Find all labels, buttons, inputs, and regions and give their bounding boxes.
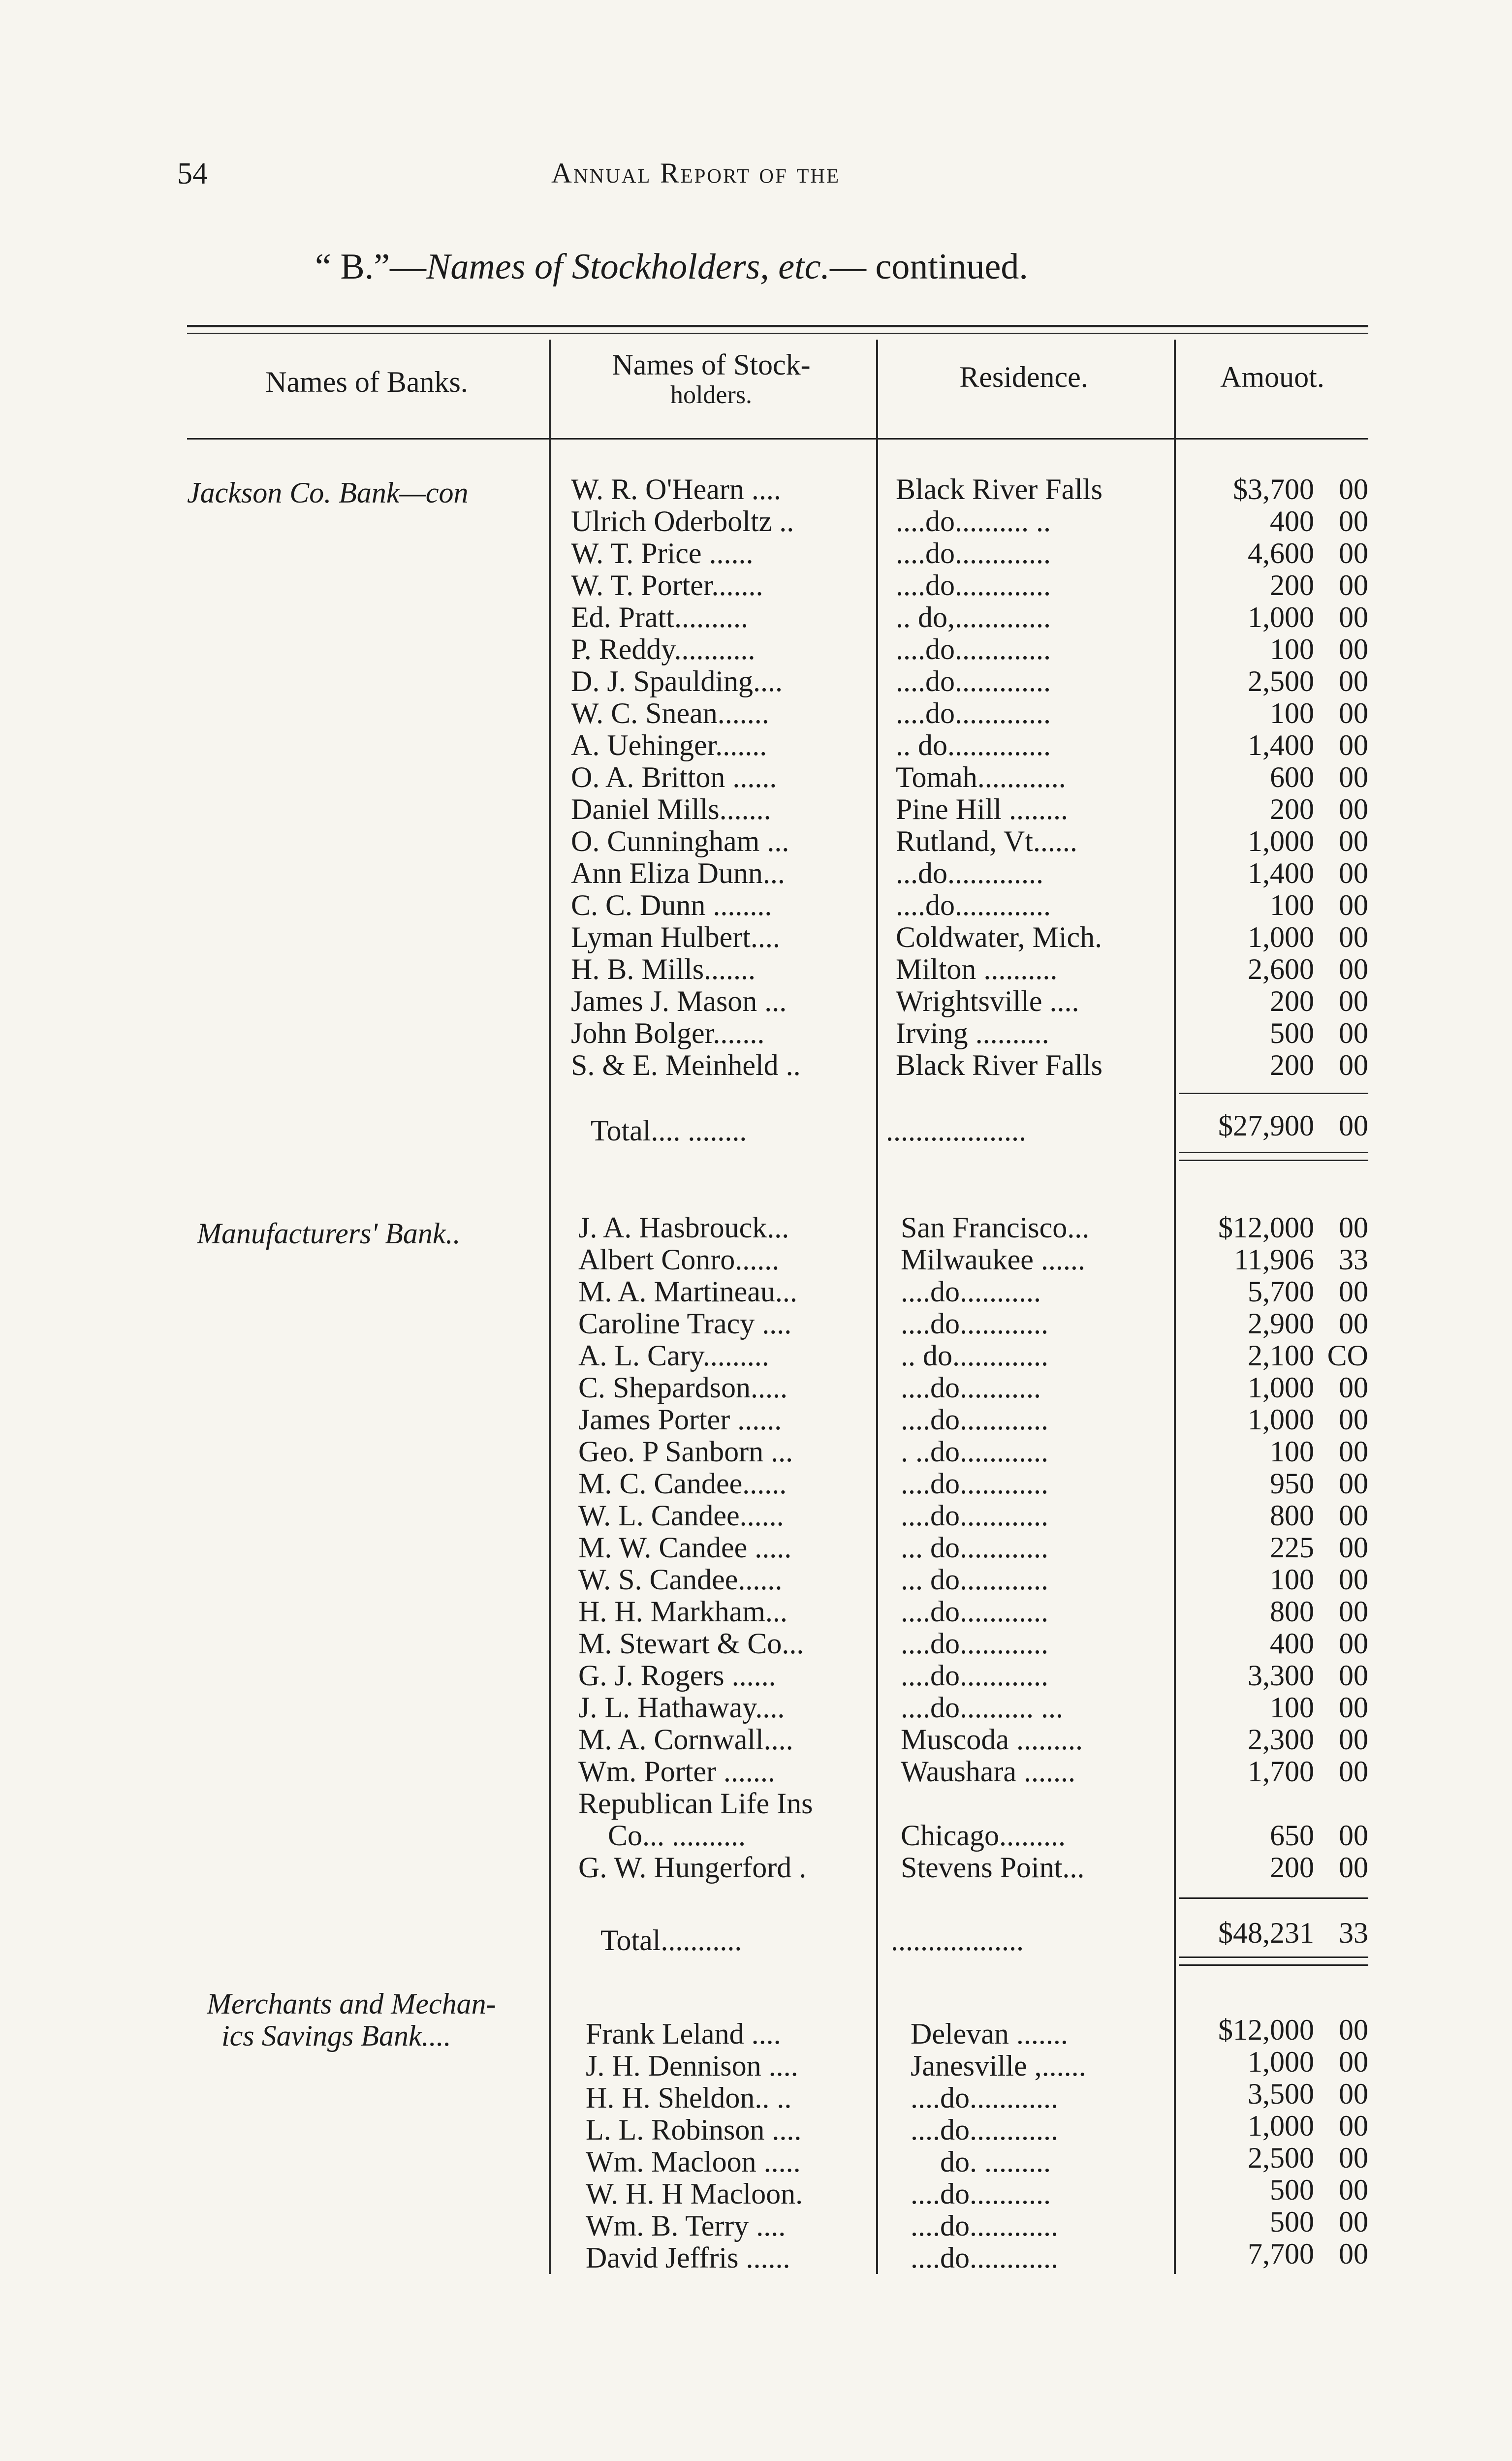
top-rule-thick [187, 325, 1368, 327]
stockholder-name: Albert Conro...... [578, 1244, 780, 1276]
total-dollars: $27,900 [1218, 1109, 1314, 1142]
total-amount [1166, 1110, 1368, 1142]
amount [1166, 601, 1368, 633]
amount [1166, 729, 1368, 761]
subtitle-italic: Names of Stockholders, etc. [426, 247, 830, 287]
residence: ....do........... [911, 2178, 1051, 2210]
amount-cents: 00 [1339, 793, 1368, 825]
amount [1166, 2110, 1368, 2142]
amount [1166, 1436, 1368, 1468]
amount [1166, 1244, 1368, 1276]
amount-cents: 00 [1339, 1531, 1368, 1564]
amount-cents: 00 [1339, 985, 1368, 1017]
amount [1166, 985, 1368, 1017]
amount-cents: 00 [1339, 1467, 1368, 1500]
amount [1166, 537, 1368, 569]
stockholder-name: H. H. Sheldon.. .. [586, 2082, 792, 2114]
amount-cents: 00 [1339, 1755, 1368, 1788]
stockholder-name: M. W. Candee ..... [578, 1532, 792, 1564]
amount [1166, 761, 1368, 793]
residence: ....do............ [911, 2210, 1058, 2242]
total-residence: ................... [886, 1115, 1026, 1147]
residence: Delevan ....... [911, 2018, 1068, 2050]
amount [1166, 793, 1368, 825]
amount-cents: 00 [1339, 1275, 1368, 1308]
amount [1166, 1049, 1368, 1081]
amount-dollars: 200 [1270, 1851, 1314, 1884]
amount [1166, 1692, 1368, 1724]
colhead-amount: Amouot. [1220, 361, 1324, 393]
amount-dollars: 1,000 [1248, 921, 1314, 953]
amount-dollars: 100 [1270, 889, 1314, 921]
amount-dollars: 600 [1270, 761, 1314, 793]
total-residence: .................. [891, 1925, 1024, 1956]
residence: ....do............. [896, 665, 1051, 697]
amount-dollars: 1,400 [1248, 729, 1314, 761]
amount-dollars: 1,000 [1248, 825, 1314, 857]
amount [1166, 2014, 1368, 2046]
residence: Black River Falls [896, 473, 1102, 505]
amount-dollars: 11,906 [1234, 1243, 1314, 1276]
amount-cents: 00 [1339, 729, 1368, 761]
total-label: Total.... ........ [591, 1115, 747, 1147]
total-cents: 33 [1339, 1917, 1368, 1949]
residence: Coldwater, Mich. [896, 921, 1102, 953]
page-number: 54 [177, 157, 208, 190]
amount-cents: 00 [1339, 505, 1368, 537]
amount-cents: 00 [1339, 1499, 1368, 1532]
amount-dollars: $12,000 [1218, 1211, 1314, 1244]
total-dollars: $48,231 [1218, 1917, 1314, 1949]
amount-dollars: 100 [1270, 1563, 1314, 1596]
residence: ....do............. [896, 569, 1051, 601]
residence: Irving .......... [896, 1017, 1049, 1049]
residence: .. do.............. [896, 729, 1051, 761]
amount-cents: 00 [1339, 2142, 1368, 2174]
amount [1166, 1340, 1368, 1372]
residence: Tomah............ [896, 761, 1066, 793]
amount-cents: 00 [1339, 569, 1368, 601]
stockholder-name: L. L. Robinson .... [586, 2114, 802, 2146]
amount [1166, 1852, 1368, 1884]
amount-cents: 00 [1339, 1307, 1368, 1340]
amount-cents: 00 [1339, 697, 1368, 729]
stockholder-name: H. H. Markham... [578, 1596, 788, 1628]
amount-dollars: 1,000 [1248, 601, 1314, 633]
residence: ....do............ [901, 1628, 1048, 1660]
stockholder-name: A. L. Cary......... [578, 1340, 769, 1372]
residence: Pine Hill ........ [896, 793, 1069, 825]
amount-cents: 00 [1339, 953, 1368, 985]
stockholder-name: Caroline Tracy .... [578, 1308, 792, 1340]
amount-dollars: $3,700 [1233, 473, 1314, 505]
stockholder-name: Wm. Macloon ..... [586, 2146, 801, 2178]
colhead-residence: Residence. [959, 361, 1088, 393]
amount-dollars: 1,000 [1248, 2110, 1314, 2142]
stockholder-name: W. L. Candee...... [578, 1500, 784, 1532]
amount [1166, 633, 1368, 665]
amount [1166, 825, 1368, 857]
amount [1166, 1628, 1368, 1660]
amount [1166, 921, 1368, 953]
stockholder-name: Daniel Mills....... [571, 793, 771, 825]
residence: Muscoda ......... [901, 1724, 1083, 1756]
amount [1166, 1276, 1368, 1308]
amount [1166, 2174, 1368, 2206]
residence: Milton .......... [896, 953, 1058, 985]
amount [1166, 1756, 1368, 1788]
amount-cents: 00 [1339, 2078, 1368, 2110]
residence: ....do............ [911, 2242, 1058, 2274]
stockholder-name: W. H. H Macloon. [586, 2178, 803, 2210]
stockholder-name: J. A. Hasbrouck... [578, 1212, 789, 1244]
amount-cents: 00 [1339, 857, 1368, 889]
stockholder-name: M. A. Cornwall.... [578, 1724, 793, 1756]
residence: Wrightsville .... [896, 985, 1079, 1017]
amount-dollars: 1,400 [1248, 857, 1314, 889]
stockholder-name: Ulrich Oderboltz .. [571, 505, 794, 537]
amount-cents: 00 [1339, 2110, 1368, 2142]
amount [1166, 953, 1368, 985]
amount-cents: 00 [1339, 633, 1368, 665]
residence: ....do............. [896, 697, 1051, 729]
amount-dollars: $12,000 [1218, 2014, 1314, 2046]
stockholder-name: Republican Life Ins [578, 1788, 813, 1820]
stockholder-name: J. H. Dennison .... [586, 2050, 798, 2082]
amount-dollars: 650 [1270, 1819, 1314, 1852]
residence: Janesville ,...... [911, 2050, 1086, 2082]
amount-dollars: 4,600 [1248, 537, 1314, 569]
residence: ....do............. [896, 633, 1051, 665]
total-double-rule-top [1179, 1956, 1368, 1958]
amount [1166, 1468, 1368, 1500]
amount-dollars: 2,500 [1248, 2142, 1314, 2174]
amount-cents: 00 [1339, 889, 1368, 921]
amount [1166, 473, 1368, 505]
amount [1166, 1017, 1368, 1049]
amount-dollars: 500 [1270, 1017, 1314, 1049]
amount-dollars: 3,500 [1248, 2078, 1314, 2110]
amount [1166, 1532, 1368, 1564]
amount [1166, 1820, 1368, 1852]
amount-dollars: 200 [1270, 1049, 1314, 1081]
residence: ....do............. [896, 889, 1051, 921]
amount [1166, 857, 1368, 889]
amount-dollars: 500 [1270, 2206, 1314, 2238]
stockholder-name: James Porter ...... [578, 1404, 782, 1436]
amount-dollars: 100 [1270, 1435, 1314, 1468]
residence: do. ......... [911, 2146, 1051, 2178]
amount-cents: 00 [1339, 761, 1368, 793]
amount [1166, 1212, 1368, 1244]
amount [1166, 1404, 1368, 1436]
amount [1166, 1308, 1368, 1340]
residence: ....do.......... ... [901, 1692, 1063, 1724]
stockholder-name: Ann Eliza Dunn... [571, 857, 785, 889]
total-amount [1166, 1917, 1368, 1949]
stockholder-name: W. T. Porter....... [571, 569, 763, 601]
amount-dollars: 1,000 [1248, 2046, 1314, 2078]
subtitle-prefix: “ B.”— [315, 247, 427, 287]
amount [1166, 889, 1368, 921]
amount-dollars: 2,900 [1248, 1307, 1314, 1340]
stockholder-name: D. J. Spaulding.... [571, 665, 783, 697]
residence: ....do............ [911, 2114, 1058, 2146]
amount-cents: 00 [1339, 601, 1368, 633]
amount-dollars: 1,000 [1248, 1403, 1314, 1436]
bank-name: Manufacturers' Bank.. [197, 1218, 461, 1250]
residence: .. do............. [901, 1340, 1048, 1372]
stockholder-name: Lyman Hulbert.... [571, 921, 780, 953]
amount-dollars: 500 [1270, 2174, 1314, 2206]
colhead-holder-line1: Names of Stock- [612, 348, 811, 381]
amount-cents: 00 [1339, 1017, 1368, 1049]
amount-dollars: 2,300 [1248, 1723, 1314, 1756]
amount [1166, 1724, 1368, 1756]
stockholder-name: W. T. Price ...... [571, 537, 754, 569]
residence: ....do............ [901, 1468, 1048, 1500]
amount [1166, 1660, 1368, 1692]
residence: ... do............ [901, 1532, 1048, 1564]
amount [1166, 569, 1368, 601]
amount-cents: 00 [1339, 2174, 1368, 2206]
amount [1166, 505, 1368, 537]
amount [1166, 2142, 1368, 2174]
amount-cents: 00 [1339, 1851, 1368, 1884]
residence: . ..do............ [901, 1436, 1048, 1468]
amount-dollars: 2,500 [1248, 665, 1314, 697]
residence: Stevens Point... [901, 1852, 1085, 1884]
column-divider-1 [549, 340, 551, 2274]
residence: Black River Falls [896, 1049, 1102, 1081]
stockholder-name: M. Stewart & Co... [578, 1628, 804, 1660]
amount-cents: 00 [1339, 1049, 1368, 1081]
residence: ....do............ [901, 1500, 1048, 1532]
residence: Chicago......... [901, 1820, 1066, 1852]
amount-dollars: 7,700 [1248, 2238, 1314, 2270]
residence: ....do.......... .. [896, 505, 1051, 537]
residence: ....do............ [901, 1596, 1048, 1628]
stockholder-name: David Jeffris ...... [586, 2242, 790, 2274]
amount [1166, 665, 1368, 697]
colhead-holder [551, 349, 871, 410]
column-divider-2 [876, 340, 878, 2274]
stockholder-name: Co... .......... [578, 1820, 746, 1852]
total-cents: 00 [1339, 1109, 1368, 1142]
total-double-rule-bottom [1179, 1964, 1368, 1966]
amount-cents: 00 [1339, 1659, 1368, 1692]
amount-dollars: 200 [1270, 985, 1314, 1017]
amount-dollars: 200 [1270, 793, 1314, 825]
residence: Waushara ....... [901, 1756, 1076, 1788]
amount-dollars: 800 [1270, 1499, 1314, 1532]
residence: ... do............ [901, 1564, 1048, 1596]
stockholder-name: S. & E. Meinheld .. [571, 1049, 801, 1081]
amount-cents: 00 [1339, 537, 1368, 569]
residence: San Francisco... [901, 1212, 1090, 1244]
amount [1166, 1596, 1368, 1628]
stockholder-name: Wm. B. Terry .... [586, 2210, 786, 2242]
amount-cents: 00 [1339, 1211, 1368, 1244]
amount-dollars: 1,700 [1248, 1755, 1314, 1788]
residence: .. do,............. [896, 601, 1051, 633]
amount-cents: 00 [1339, 2238, 1368, 2270]
residence: ....do........... [901, 1372, 1041, 1404]
amount-cents: 00 [1339, 665, 1368, 697]
stockholder-name: W. S. Candee...... [578, 1564, 783, 1596]
amount-dollars: 2,100 [1248, 1339, 1314, 1372]
subtotal-rule [1179, 1093, 1368, 1094]
total-label: Total........... [600, 1925, 742, 1956]
amount-cents: 00 [1339, 1371, 1368, 1404]
residence: Milwaukee ...... [901, 1244, 1085, 1276]
total-double-rule-bottom [1179, 1160, 1368, 1161]
amount-cents: 00 [1339, 1595, 1368, 1628]
amount [1166, 697, 1368, 729]
residence: ....do............ [911, 2082, 1058, 2114]
amount-dollars: 800 [1270, 1595, 1314, 1628]
residence: ...do............. [896, 857, 1043, 889]
stockholder-name: M. A. Martineau... [578, 1276, 797, 1308]
amount [1166, 2078, 1368, 2110]
amount-cents: 00 [1339, 2014, 1368, 2046]
running-header [177, 157, 1358, 196]
amount-dollars: 100 [1270, 1691, 1314, 1724]
amount [1166, 2206, 1368, 2238]
residence: ....do............ [901, 1308, 1048, 1340]
amount [1166, 1564, 1368, 1596]
stockholder-name: C. Shepardson..... [578, 1372, 788, 1404]
amount-dollars: 100 [1270, 697, 1314, 729]
stockholder-name: O. A. Britton ...... [571, 761, 777, 793]
subtitle-suffix: — continued. [830, 247, 1028, 287]
amount-dollars: 400 [1270, 505, 1314, 537]
amount [1166, 1500, 1368, 1532]
bank-name: Jackson Co. Bank—con [187, 477, 469, 509]
stockholder-name: C. C. Dunn ........ [571, 889, 772, 921]
residence: ....do............. [896, 537, 1051, 569]
total-double-rule-top [1179, 1152, 1368, 1153]
amount-dollars: 1,000 [1248, 1371, 1314, 1404]
amount-cents: 00 [1339, 473, 1368, 505]
stockholder-name: Ed. Pratt.......... [571, 601, 748, 633]
amount-cents: 00 [1339, 825, 1368, 857]
amount-cents: 00 [1339, 2206, 1368, 2238]
stockholder-name: W. R. O'Hearn .... [571, 473, 781, 505]
bank-name: Merchants and Mechan- [207, 1988, 496, 2020]
amount-dollars: 400 [1270, 1627, 1314, 1660]
amount-dollars: 200 [1270, 569, 1314, 601]
residence: ....do............ [901, 1404, 1048, 1436]
header-rule [187, 438, 1368, 440]
table-subtitle [315, 246, 1028, 288]
stockholder-name: W. C. Snean....... [571, 697, 769, 729]
amount [1166, 1372, 1368, 1404]
stockholder-name: O. Cunningham ... [571, 825, 789, 857]
stockholder-name: J. L. Hathaway.... [578, 1692, 785, 1724]
stockholder-name: Geo. P Sanborn ... [578, 1436, 793, 1468]
stockholder-name: A. Uehinger....... [571, 729, 767, 761]
amount-cents: 00 [1339, 921, 1368, 953]
amount-dollars: 2,600 [1248, 953, 1314, 985]
colhead-holder-line2: holders. [670, 381, 753, 409]
stockholder-name: P. Reddy........... [571, 633, 756, 665]
amount-cents: 00 [1339, 1819, 1368, 1852]
running-title: Annual Report of the [551, 157, 841, 189]
amount-cents: 00 [1339, 1627, 1368, 1660]
residence: ....do........... [901, 1276, 1041, 1308]
stockholder-name: Wm. Porter ....... [578, 1756, 775, 1788]
stockholder-name: Frank Leland .... [586, 2018, 781, 2050]
stockholder-name: John Bolger....... [571, 1017, 765, 1049]
amount-cents: CO [1327, 1339, 1368, 1372]
amount-cents: 00 [1339, 1403, 1368, 1436]
amount [1166, 2238, 1368, 2270]
residence: Rutland, Vt...... [896, 825, 1077, 857]
amount-dollars: 225 [1270, 1531, 1314, 1564]
stockholder-name: G. W. Hungerford . [578, 1852, 807, 1884]
stockholder-name: James J. Mason ... [571, 985, 787, 1017]
colhead-bank: Names of Banks. [265, 366, 468, 398]
stockholder-name: G. J. Rogers ...... [578, 1660, 776, 1692]
amount-dollars: 950 [1270, 1467, 1314, 1500]
amount-cents: 00 [1339, 2046, 1368, 2078]
amount-cents: 00 [1339, 1435, 1368, 1468]
amount-cents: 33 [1339, 1243, 1368, 1276]
subtotal-rule [1179, 1897, 1368, 1899]
amount-dollars: 100 [1270, 633, 1314, 665]
stockholder-name: M. C. Candee...... [578, 1468, 787, 1500]
residence: ....do............ [901, 1660, 1048, 1692]
top-rule-thin [187, 333, 1368, 334]
amount-cents: 00 [1339, 1691, 1368, 1724]
amount-dollars: 5,700 [1248, 1275, 1314, 1308]
amount-cents: 00 [1339, 1723, 1368, 1756]
stockholder-name: H. B. Mills....... [571, 953, 756, 985]
amount-cents: 00 [1339, 1563, 1368, 1596]
amount-dollars: 3,300 [1248, 1659, 1314, 1692]
bank-name-continued: ics Savings Bank.... [221, 2020, 451, 2052]
amount [1166, 2046, 1368, 2078]
